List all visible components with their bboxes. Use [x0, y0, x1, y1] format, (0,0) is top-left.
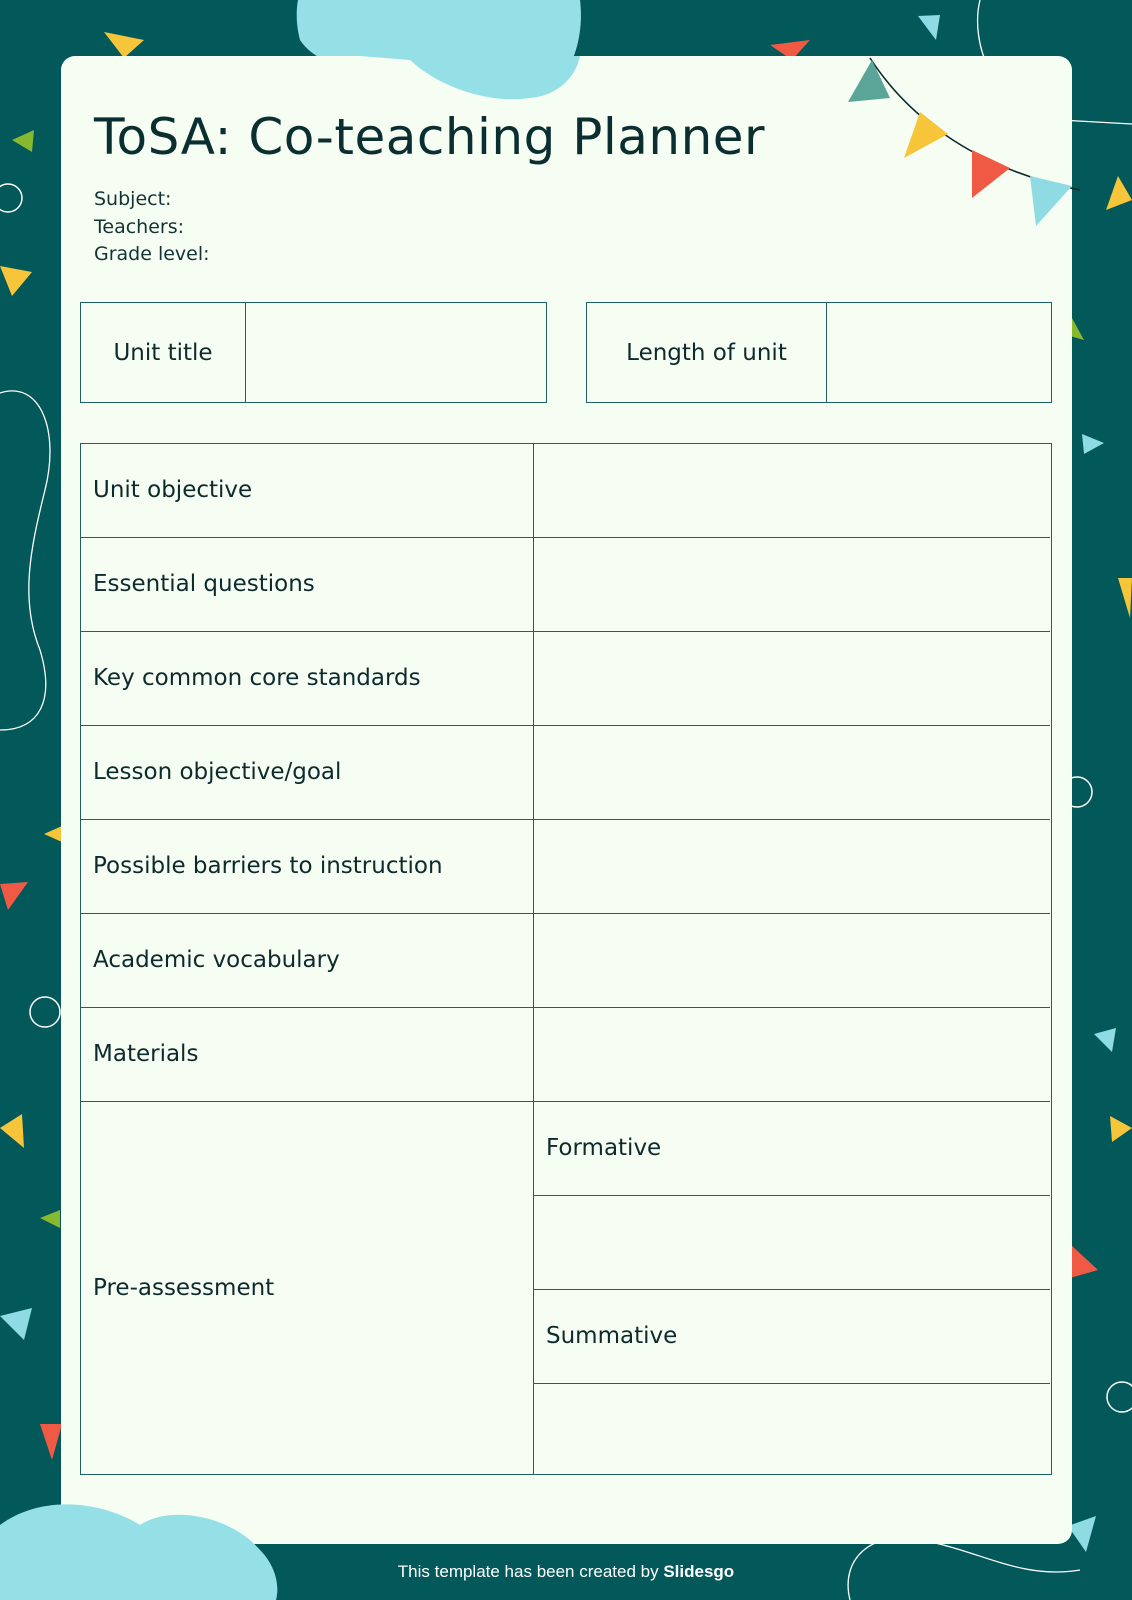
page-title: ToSA: Co-teaching Planner	[94, 108, 766, 166]
table-row[interactable]	[81, 1008, 1050, 1102]
pre-assessment-label: Pre-assessment	[93, 1274, 275, 1301]
formative-answer-cell[interactable]	[534, 1196, 1050, 1290]
table-row[interactable]	[81, 914, 1050, 1008]
table-row[interactable]	[81, 632, 1050, 726]
row-label: Academic vocabulary	[93, 947, 340, 973]
length-of-unit-box	[586, 302, 1052, 403]
unit-title-value[interactable]	[246, 303, 546, 402]
row-label: Possible barriers to instruction	[93, 853, 443, 879]
teachers-label: Teachers:	[94, 215, 184, 238]
meta-fields	[94, 186, 210, 269]
formative-label: Formative	[546, 1135, 662, 1161]
row-label: Essential questions	[93, 571, 315, 597]
length-of-unit-value[interactable]	[827, 303, 1051, 402]
summative-answer-cell[interactable]	[534, 1384, 1050, 1478]
unit-title-box	[80, 302, 547, 403]
table-row[interactable]	[81, 538, 1050, 632]
footer-credit	[0, 1562, 1132, 1582]
summative-cell[interactable]	[534, 1290, 1050, 1384]
row-label: Key common core standards	[93, 665, 421, 691]
length-of-unit-label: Length of unit	[587, 303, 827, 402]
formative-cell[interactable]	[534, 1102, 1050, 1196]
planner-table	[80, 443, 1052, 1475]
footer-brand-link[interactable]: Slidesgo	[663, 1562, 735, 1581]
footer-text: This template has been created by	[397, 1562, 664, 1581]
summative-label: Summative	[546, 1323, 678, 1349]
table-row[interactable]	[81, 726, 1050, 820]
column-divider	[533, 444, 534, 1474]
table-row[interactable]	[81, 444, 1050, 538]
table-row[interactable]	[81, 820, 1050, 914]
subject-label: Subject:	[94, 188, 172, 210]
row-label: Lesson objective/goal	[93, 759, 342, 785]
row-label: Materials	[93, 1041, 199, 1067]
row-label: Unit objective	[93, 477, 253, 503]
unit-title-label: Unit title	[81, 303, 246, 402]
grade-level-label: Grade level:	[94, 243, 210, 265]
